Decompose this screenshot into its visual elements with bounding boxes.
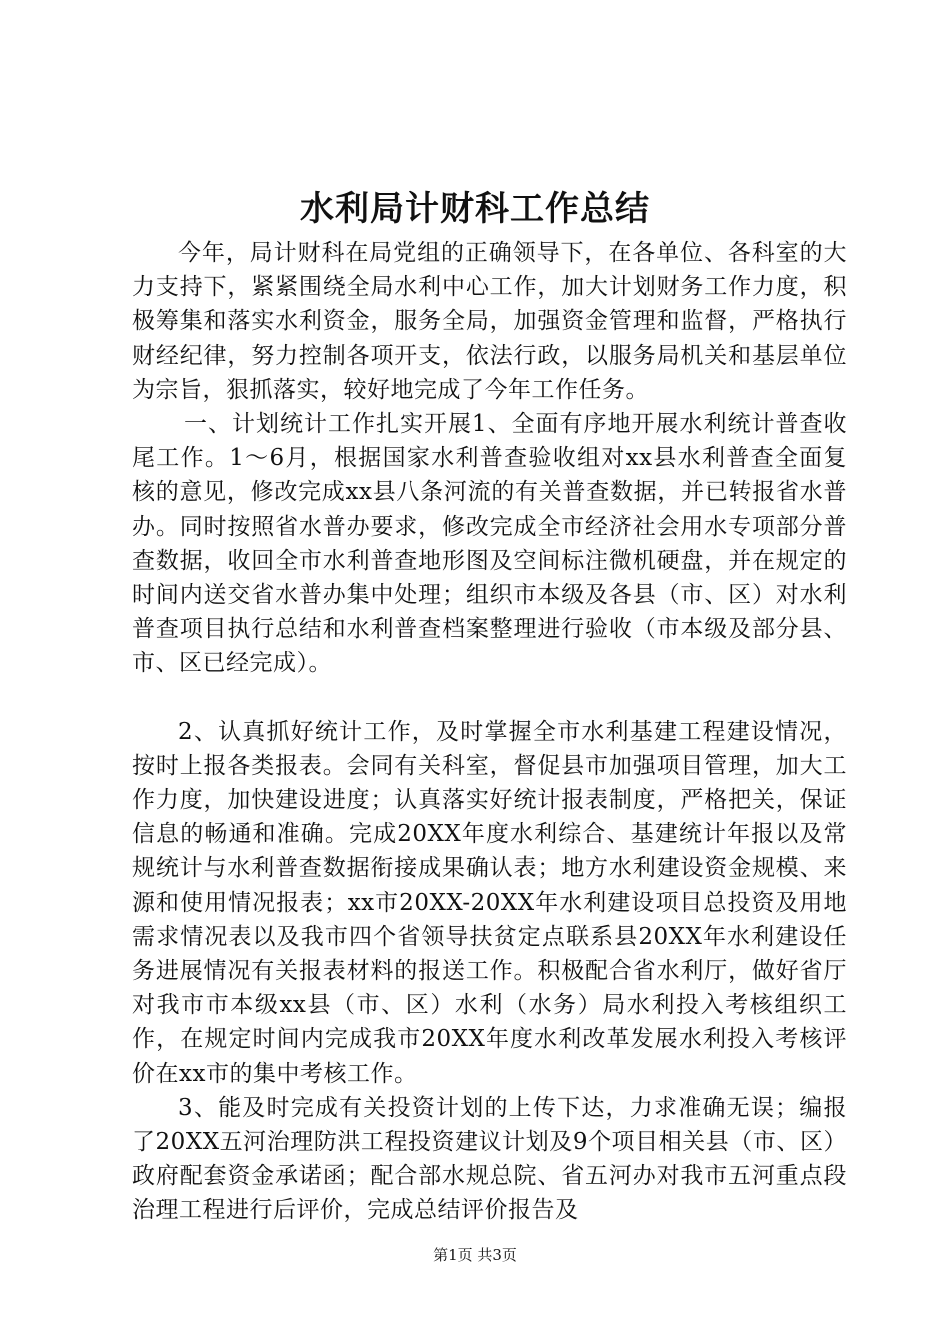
document-title: 水利局计财科工作总结 — [300, 189, 650, 229]
paragraph-item-three: 3、能及时完成有关投资计划的上传下达，力求准确无误；编报了20XX五河治理防洪工程投资建议计划及9个项目相关县（市、区）政府配套资金承诺函；配合部水规总院、省五河办对我市五河重点段治理工程进行后评价，完成总结评价报告及 — [132, 1094, 847, 1224]
paragraph-intro: 今年，局计财科在局党组的正确领导下，在各单位、各科室的大力支持下，紧紧围绕全局水利中心工作，加大计划财务工作力度，积极筹集和落实水利资金，服务全局，加强资金管理和监督，严格执行财经纪律，努力控制各项开支，依法行政，以服务局机关和基层单位为宗旨，狠抓落实，较好地完成了今年工作任务。 — [132, 240, 847, 403]
document-body — [132, 236, 847, 1228]
paragraph-section-one: 一、计划统计工作扎实开展1、全面有序地开展水利统计普查收尾工作。1～6月，根据国家水利普查验收组对xx县水利普查全面复核的意见，修改完成xx县八条河流的有关普查数据，并已转报省水普办。同时按照省水普办要求，修改完成全市经济社会用水专项部分普查数据，收回全市水利普查地形图及空间标注微机硬盘，并在规定的时间内送交省水普办集中处理；组织市本级及各县（市、区）对水利普查项目执行总结和水利普查档案整理进行验收（市本级及部分县、市、区已经完成）。 — [132, 411, 847, 677]
page-footer: 第1页 共3页 — [433, 1246, 517, 1264]
paragraph-item-two: 2、认真抓好统计工作，及时掌握全市水利基建工程建设情况，按时上报各类报表。会同有关科室，督促县市加强项目管理，加大工作力度，加快建设进度；认真落实好统计报表制度，严格把关，保证信息的畅通和准确。完成20XX年度水利综合、基建统计年报以及常规统计与水利普查数据衔接成果确认表；地方水利建设资金规模、来源和使用情况报表；xx市20XX-20XX年水利建设项目总投资及用地需求情况表以及我市四个省领导扶贫定点联系县20XX年水利建设任务进展情况有关报表材料的报送工作。积极配合省水利厅，做好省厅对我市市本级xx县（市、区）水利（水务）局水利投入考核组织工作，在规定时间内完成我市20XX年度水利改革发展水利投入考核评价在xx市的集中考核工作。 — [132, 718, 847, 1087]
